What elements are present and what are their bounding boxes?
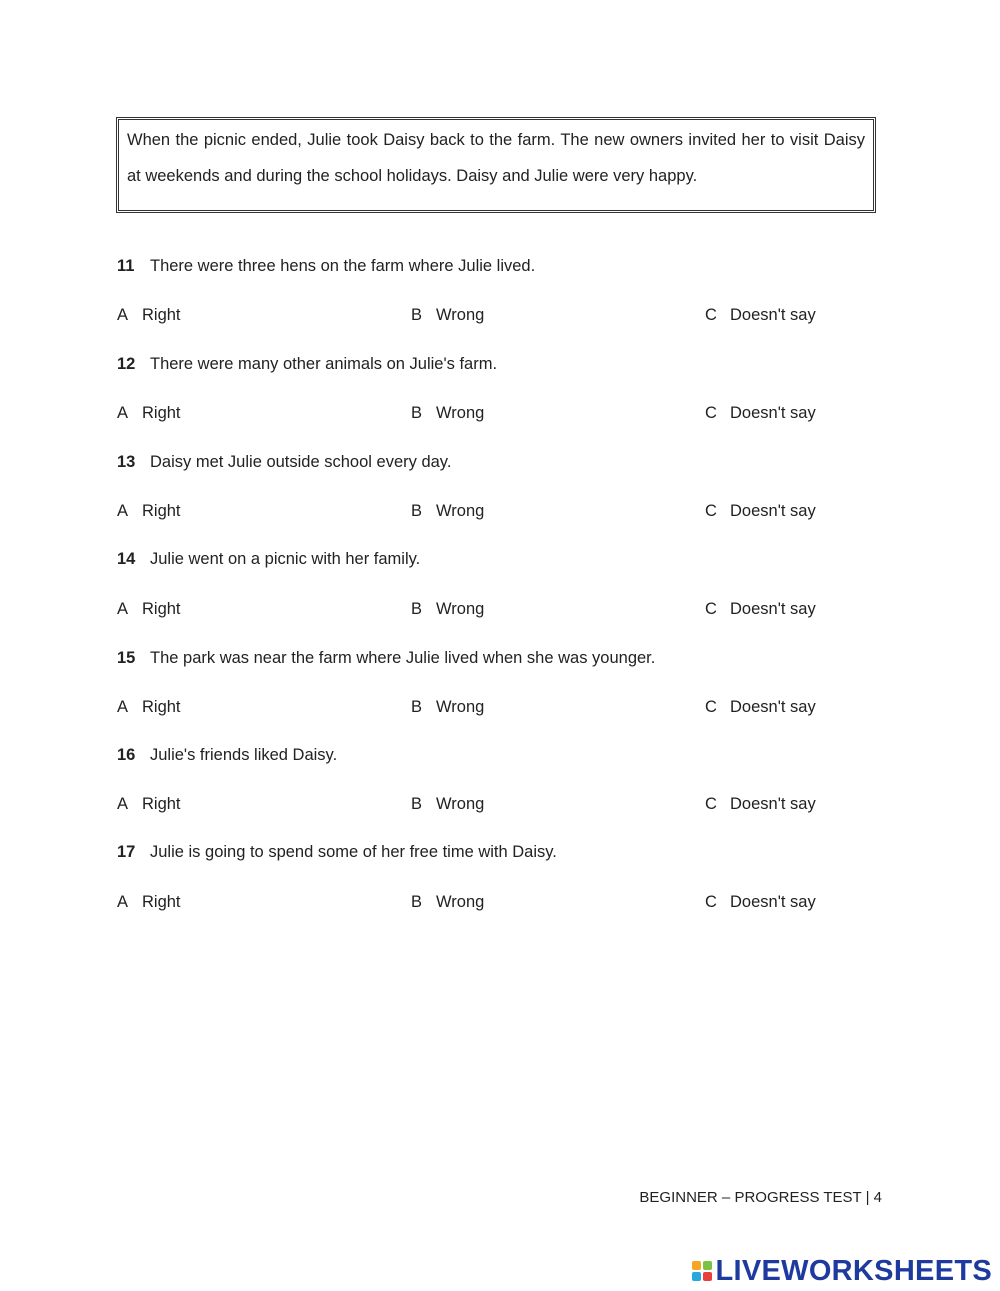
options-12 bbox=[117, 404, 897, 426]
option-label: Wrong bbox=[436, 404, 485, 422]
option-b[interactable] bbox=[411, 795, 484, 814]
question-15 bbox=[117, 649, 655, 668]
option-letter: B bbox=[411, 404, 423, 422]
question-16 bbox=[117, 746, 337, 765]
question-text: Julie is going to spend some of her free time with Daisy. bbox=[150, 843, 557, 861]
option-label: Right bbox=[142, 502, 181, 520]
option-c[interactable] bbox=[705, 600, 816, 619]
question-11 bbox=[117, 257, 535, 276]
option-label: Doesn't say bbox=[730, 698, 816, 716]
option-label: Doesn't say bbox=[730, 502, 816, 520]
option-letter: B bbox=[411, 795, 423, 813]
option-letter: A bbox=[117, 893, 129, 911]
option-label: Right bbox=[142, 306, 181, 324]
question-17 bbox=[117, 843, 557, 862]
option-letter: A bbox=[117, 306, 129, 324]
option-label: Right bbox=[142, 600, 181, 618]
option-b[interactable] bbox=[411, 306, 484, 325]
option-label: Wrong bbox=[436, 795, 485, 813]
option-c[interactable] bbox=[705, 698, 816, 717]
question-text: Daisy met Julie outside school every day. bbox=[150, 453, 452, 471]
option-label: Wrong bbox=[436, 698, 485, 716]
question-number: 15 bbox=[117, 649, 136, 667]
option-letter: B bbox=[411, 502, 423, 520]
option-letter: C bbox=[705, 698, 717, 716]
option-c[interactable] bbox=[705, 502, 816, 521]
option-letter: C bbox=[705, 306, 717, 324]
option-label: Right bbox=[142, 893, 181, 911]
question-number: 14 bbox=[117, 550, 136, 568]
liveworksheets-logo-icon bbox=[692, 1261, 712, 1281]
option-a[interactable] bbox=[117, 795, 181, 814]
option-letter: B bbox=[411, 698, 423, 716]
option-label: Doesn't say bbox=[730, 893, 816, 911]
option-label: Doesn't say bbox=[730, 600, 816, 618]
option-a[interactable] bbox=[117, 404, 181, 423]
option-letter: B bbox=[411, 306, 423, 324]
option-label: Right bbox=[142, 795, 181, 813]
option-label: Doesn't say bbox=[730, 306, 816, 324]
option-b[interactable] bbox=[411, 600, 484, 619]
option-letter: C bbox=[705, 404, 717, 422]
option-b[interactable] bbox=[411, 404, 484, 423]
options-16 bbox=[117, 795, 897, 817]
option-label: Wrong bbox=[436, 600, 485, 618]
option-letter: A bbox=[117, 600, 129, 618]
options-17 bbox=[117, 893, 897, 915]
option-label: Right bbox=[142, 404, 181, 422]
option-label: Doesn't say bbox=[730, 795, 816, 813]
question-number: 13 bbox=[117, 453, 136, 471]
option-c[interactable] bbox=[705, 306, 816, 325]
option-a[interactable] bbox=[117, 306, 181, 325]
option-label: Doesn't say bbox=[730, 404, 816, 422]
question-number: 11 bbox=[117, 257, 135, 275]
question-text: There were three hens on the farm where Julie lived. bbox=[150, 257, 536, 275]
option-label: Wrong bbox=[436, 502, 485, 520]
option-a[interactable] bbox=[117, 502, 181, 521]
passage-box bbox=[116, 117, 876, 213]
question-14 bbox=[117, 550, 420, 569]
options-14 bbox=[117, 600, 897, 622]
option-letter: A bbox=[117, 404, 129, 422]
options-15 bbox=[117, 698, 897, 720]
question-number: 17 bbox=[117, 843, 136, 861]
option-b[interactable] bbox=[411, 698, 484, 717]
liveworksheets-brand[interactable] bbox=[692, 1254, 993, 1288]
option-a[interactable] bbox=[117, 600, 181, 619]
option-letter: B bbox=[411, 893, 423, 911]
question-number: 16 bbox=[117, 746, 136, 764]
option-letter: C bbox=[705, 893, 717, 911]
option-letter: C bbox=[705, 600, 717, 618]
option-letter: C bbox=[705, 502, 717, 520]
option-letter: A bbox=[117, 698, 129, 716]
question-12 bbox=[117, 355, 497, 374]
option-letter: A bbox=[117, 795, 129, 813]
question-13 bbox=[117, 453, 451, 472]
option-letter: A bbox=[117, 502, 129, 520]
option-a[interactable] bbox=[117, 893, 181, 912]
question-text: The park was near the farm where Julie lived when she was younger. bbox=[150, 649, 656, 667]
option-c[interactable] bbox=[705, 795, 816, 814]
question-text: There were many other animals on Julie's farm. bbox=[150, 355, 498, 373]
option-a[interactable] bbox=[117, 698, 181, 717]
option-label: Right bbox=[142, 698, 181, 716]
option-c[interactable] bbox=[705, 404, 816, 423]
page-footer: BEGINNER – PROGRESS TEST | 4 bbox=[639, 1189, 882, 1206]
option-letter: C bbox=[705, 795, 717, 813]
option-label: Wrong bbox=[436, 306, 485, 324]
brand-name: LIVEWORKSHEETS bbox=[715, 1254, 992, 1287]
option-b[interactable] bbox=[411, 502, 484, 521]
options-13 bbox=[117, 502, 897, 524]
question-number: 12 bbox=[117, 355, 136, 373]
option-letter: B bbox=[411, 600, 423, 618]
question-text: Julie's friends liked Daisy. bbox=[150, 746, 338, 764]
options-11 bbox=[117, 306, 897, 328]
question-text: Julie went on a picnic with her family. bbox=[150, 550, 421, 568]
option-b[interactable] bbox=[411, 893, 484, 912]
option-label: Wrong bbox=[436, 893, 485, 911]
option-c[interactable] bbox=[705, 893, 816, 912]
passage-text: When the picnic ended, Julie took Daisy back to the farm. The new owners invited her to visit Daisy at weekends and during the school holidays. Daisy and Julie were very happy. bbox=[127, 131, 865, 185]
